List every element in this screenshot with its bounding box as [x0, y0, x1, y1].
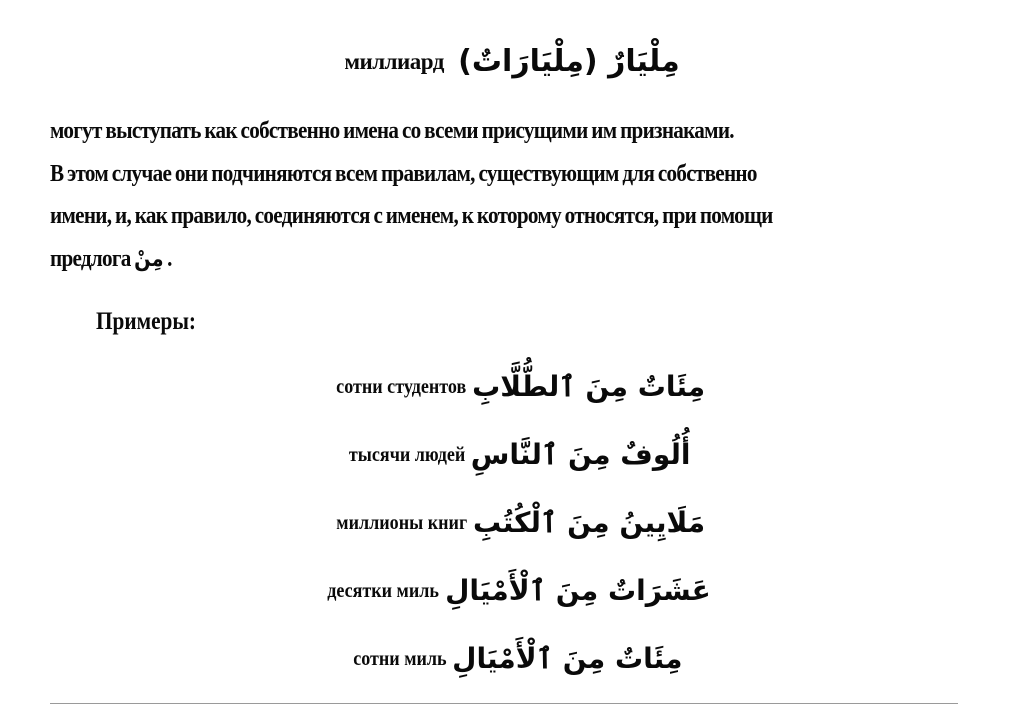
example-arabic: عَشَرَاتٌ مِنَ ٱلْأَمْيَالِ: [445, 573, 711, 607]
examples-list: [270, 352, 750, 692]
example-russian: сотни студентов: [336, 373, 467, 398]
examples-label: Примеры:: [96, 308, 196, 335]
example-russian: сотни миль: [352, 645, 447, 670]
example-russian: тысячи людей: [348, 441, 465, 466]
example-arabic: مِئَاتٌ مِنَ ٱلْأَمْيَالِ: [452, 641, 683, 675]
example-row: [270, 556, 750, 624]
example-russian: миллионы книг: [336, 509, 468, 534]
paragraph-line: имени, и, как правило, соединяются с именем, к которому относятся, при помощи: [50, 203, 773, 229]
example-row: [270, 488, 750, 556]
paragraph-last-line: [50, 238, 873, 282]
example-row: [270, 624, 750, 692]
bottom-divider: [50, 703, 958, 704]
heading-russian: миллиард: [344, 48, 444, 74]
example-arabic: أُلُوفٌ مِنَ ٱلنَّاسِ: [470, 437, 691, 471]
example-row: [270, 420, 750, 488]
example-arabic: مِئَاتٌ مِنَ ٱلطُّلَّابِ: [472, 369, 706, 403]
example-russian: десятки миль: [327, 577, 440, 602]
heading: [0, 44, 1024, 79]
paragraph-last-line-prefix: предлога: [50, 245, 131, 272]
example-arabic: مَلَايِينُ مِنَ ٱلْكُتُبِ: [473, 505, 706, 539]
paragraph-arabic-preposition: مِنْ: [134, 246, 164, 272]
paragraph-line: В этом случае они подчиняются всем правилам, существующим для собственно: [50, 160, 757, 187]
paragraph-last-line-suffix: .: [167, 245, 173, 272]
heading-arabic: مِلْيَارٌ (مِلْيَارَاتٌ): [458, 44, 680, 80]
example-row: [270, 352, 750, 420]
paragraph-line: могут выступать как собственно имена со всеми присущими им признаками.: [50, 118, 734, 144]
body-paragraph: [50, 110, 873, 281]
